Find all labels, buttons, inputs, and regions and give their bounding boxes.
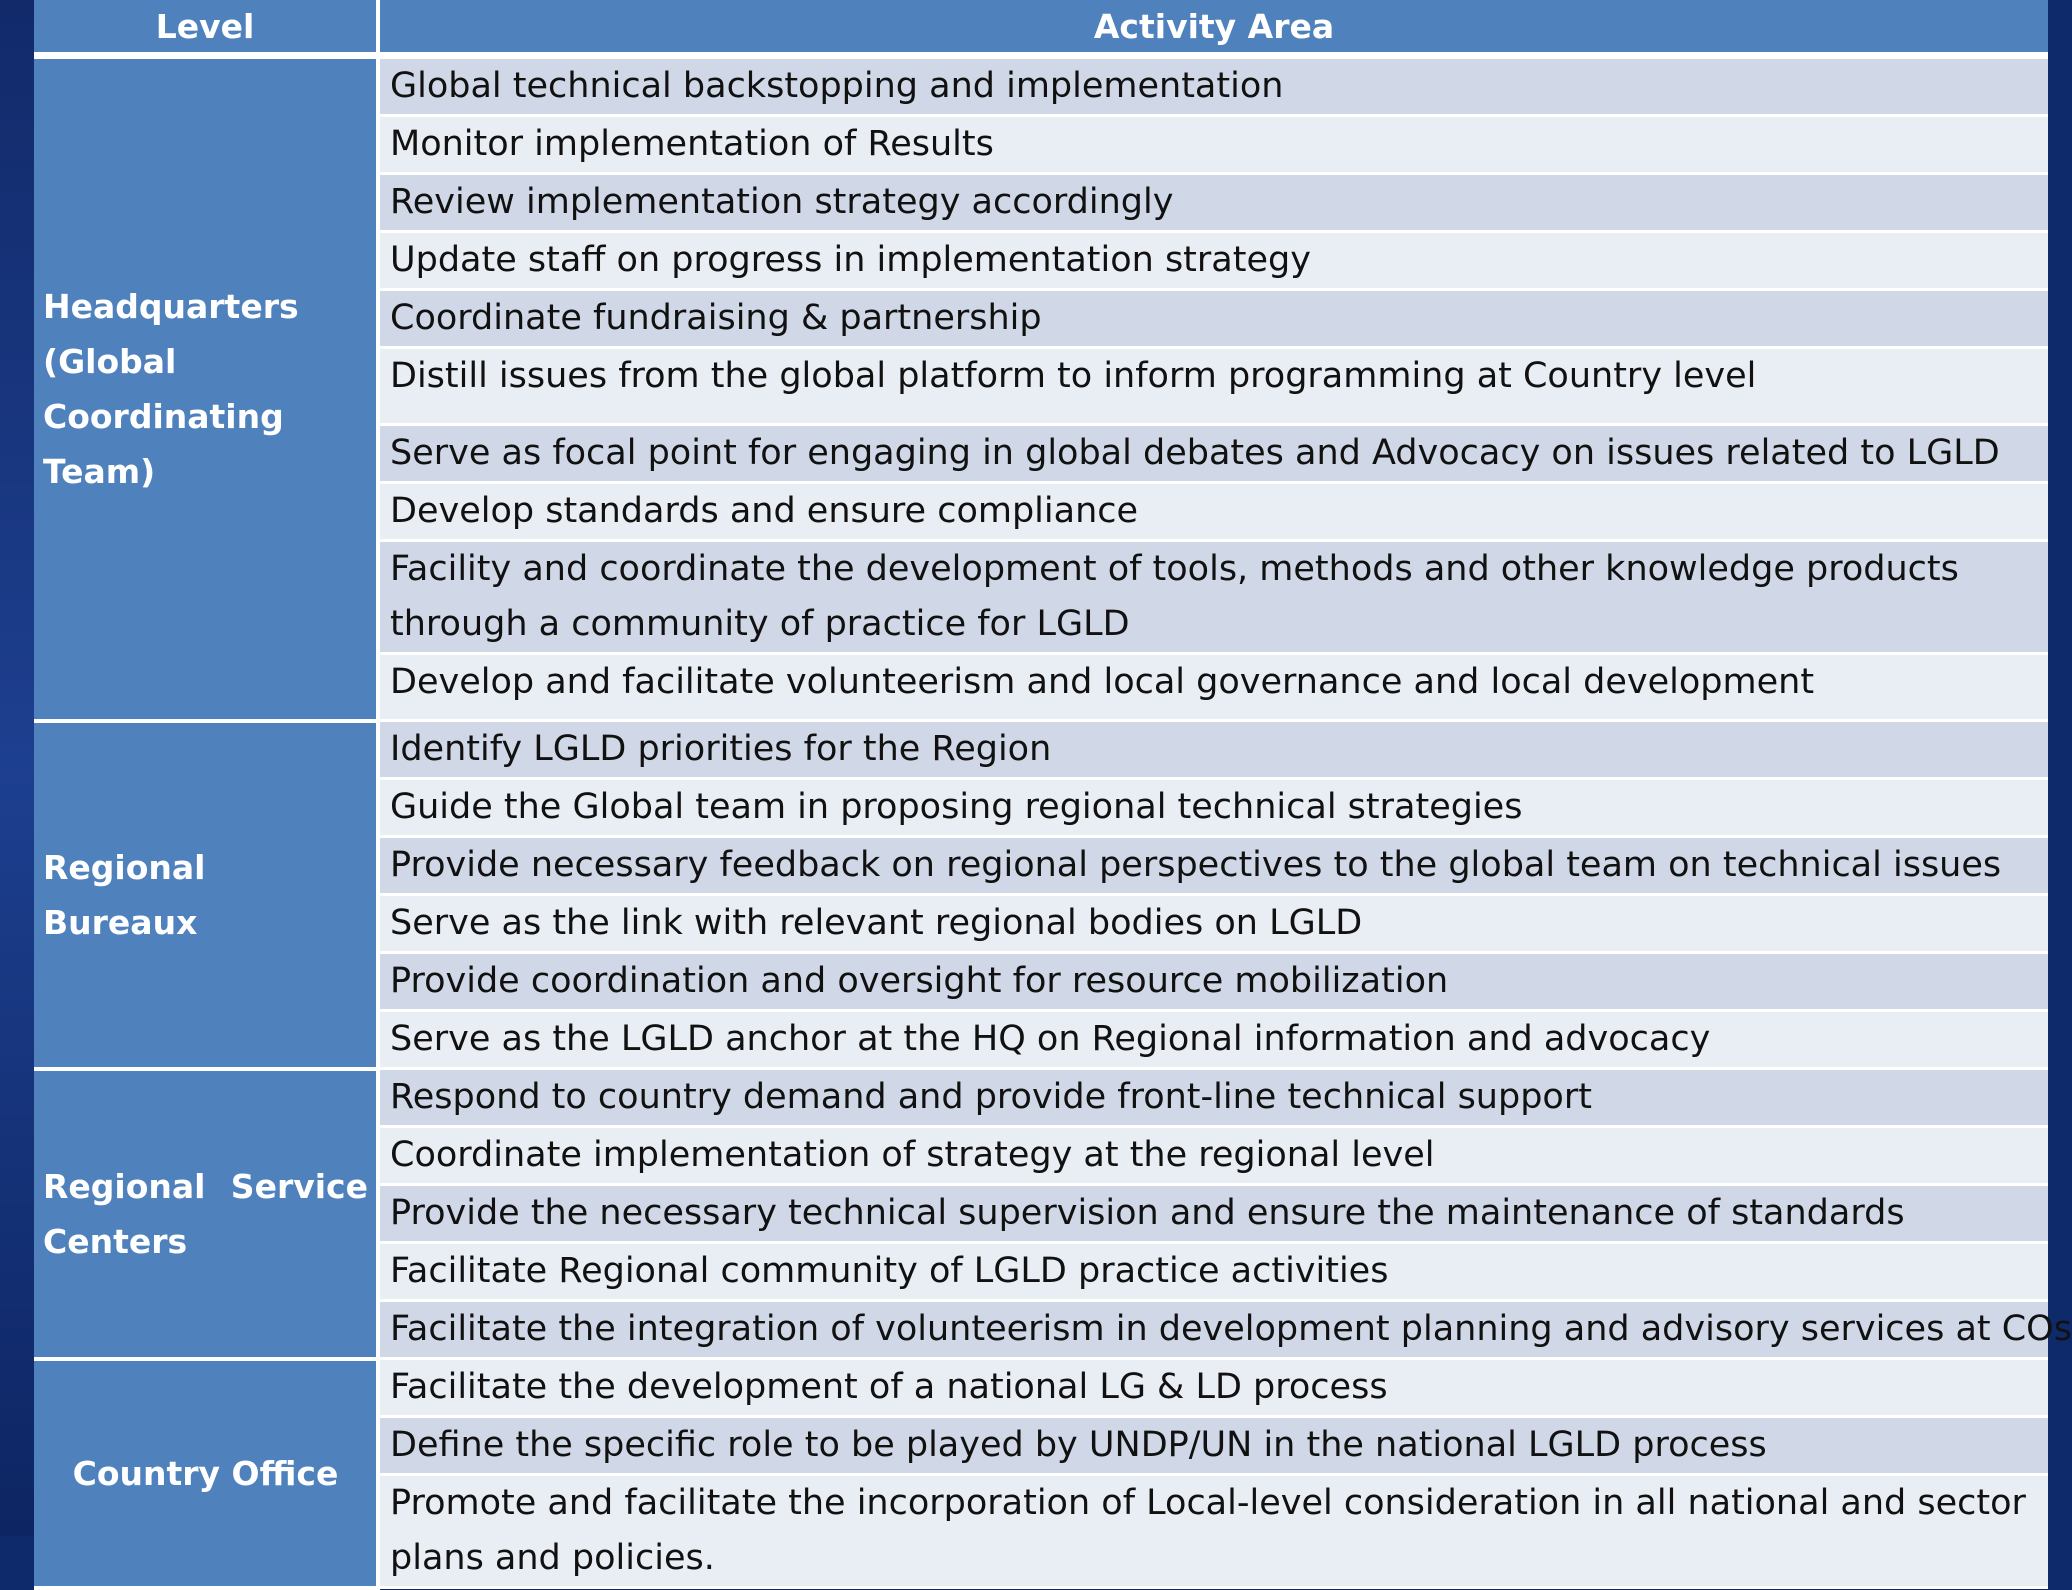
activity-cell: Monitor implementation of Results xyxy=(378,116,2048,174)
slide-table-area xyxy=(34,0,2072,1578)
header-level: Level xyxy=(34,0,378,56)
activity-cell: Review implementation strategy accordingly xyxy=(378,174,2048,232)
slide-background-left xyxy=(0,0,36,1536)
activity-cell: Serve as focal point for engaging in global debates and Advocacy on issues related to LGLD xyxy=(378,425,2048,483)
level-line: Centers xyxy=(43,1221,188,1261)
activity-cell: Develop and facilitate volunteerism and local governance and local development xyxy=(378,654,2048,721)
activity-cell: Guide the Global team in proposing regional technical strategies xyxy=(378,779,2048,837)
activity-table xyxy=(34,0,2072,1590)
level-cell-regional-bureaux: Regional Bureaux xyxy=(34,721,378,1069)
activity-cell: Develop standards and ensure compliance xyxy=(378,483,2048,541)
activity-cell: Facility and coordinate the development of tools, methods and other knowledge products through a community of practice for LGLD xyxy=(378,541,2048,654)
level-cell-headquarters xyxy=(34,56,378,721)
activity-cell: Provide necessary feedback on regional perspectives to the global team on technical issues xyxy=(378,837,2048,895)
activity-cell: Facilitate the development of a national LG & LD process xyxy=(378,1359,2048,1417)
level-word: Regional xyxy=(43,1166,206,1206)
level-line: Coordinating xyxy=(43,396,284,436)
activity-cell: Facilitate the integration of volunteerism in development planning and advisory services at COs xyxy=(378,1301,2048,1359)
activity-cell: Provide the necessary technical supervision and ensure the maintenance of standards xyxy=(378,1185,2048,1243)
activity-cell: Coordinate fundraising & partnership xyxy=(378,290,2048,348)
level-cell-regional-service-centers xyxy=(34,1069,378,1359)
activity-cell: Facilitate Regional community of LGLD practice activities xyxy=(378,1243,2048,1301)
table-row xyxy=(34,1359,2048,1417)
activity-cell: Provide coordination and oversight for resource mobilization xyxy=(378,953,2048,1011)
table-row xyxy=(34,1069,2048,1127)
table-row xyxy=(34,721,2048,779)
activity-cell: Identify LGLD priorities for the Region xyxy=(378,721,2048,779)
activity-cell: Promote and facilitate the incorporation of Local-level consideration in all national and sector plans and policies. xyxy=(378,1475,2048,1588)
level-word: Service xyxy=(230,1166,368,1206)
activity-cell: Coordinate implementation of strategy at the regional level xyxy=(378,1127,2048,1185)
activity-cell: Distill issues from the global platform to inform programming at Country level xyxy=(378,348,2048,425)
activity-cell: Define the specific role to be played by UNDP/UN in the national LGLD process xyxy=(378,1417,2048,1475)
level-line xyxy=(43,1159,368,1214)
level-line: (Global xyxy=(43,341,177,381)
activity-cell: Respond to country demand and provide front-line technical support xyxy=(378,1069,2048,1127)
activity-cell: Update staff on progress in implementation strategy xyxy=(378,232,2048,290)
level-line: Team) xyxy=(43,451,156,491)
activity-cell: Serve as the LGLD anchor at the HQ on Regional information and advocacy xyxy=(378,1011,2048,1069)
table-header-row xyxy=(34,0,2048,56)
level-line: Headquarters xyxy=(43,286,299,326)
header-activity-area: Activity Area xyxy=(378,0,2048,56)
activity-cell: Serve as the link with relevant regional bodies on LGLD xyxy=(378,895,2048,953)
table-row xyxy=(34,56,2048,116)
activity-cell: Global technical backstopping and implementation xyxy=(378,56,2048,116)
level-cell-country-office: Country Office xyxy=(34,1359,378,1588)
